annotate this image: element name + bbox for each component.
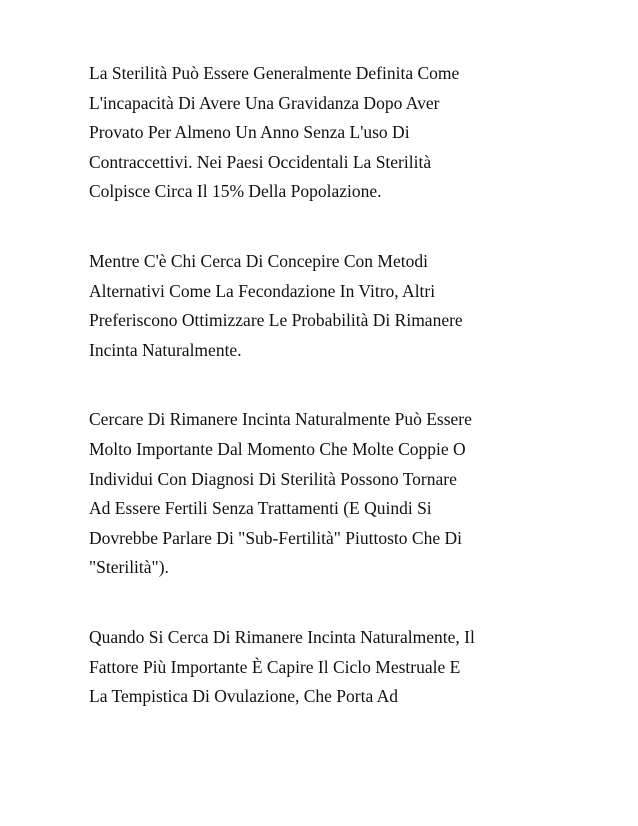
paragraph-1: La Sterilità Può Essere Generalmente Definita Come L'incapacità Di Avere Una Gravidanza Dopo Aver Provato Per Almeno Un Anno Senza L'uso Di Contraccettivi. Nei Paesi Occidentali La Sterilità Colpisce Circa Il 15% Della Popolazione. xyxy=(89,63,460,202)
paragraph-2: Mentre C'è Chi Cerca Di Concepire Con Metodi Alternativi Come La Fecondazione In Vitro, Altri Preferiscono Ottimizzare Le Probabilità Di Rimanere Incinta Naturalmente. xyxy=(89,250,463,360)
paragraph-4: Quando Si Cerca Di Rimanere Incinta Naturalmente, Il Fattore Più Importante È Capire Il Ciclo Mestruale E La Tempistica Di Ovulazione, Che Porta Ad xyxy=(89,626,475,707)
document-body xyxy=(89,59,569,712)
paragraph-3: Cercare Di Rimanere Incinta Naturalmente Può Essere Molto Importante Dal Momento Che Molte Coppie O Individui Con Diagnosi Di Sterilità Possono Tornare Ad Essere Fertili Senza Trattamenti (E Quindi Si Dovrebbe Parlare Di "Sub-Fertilità" Piuttosto Che Di "Sterilità"). xyxy=(89,409,472,578)
